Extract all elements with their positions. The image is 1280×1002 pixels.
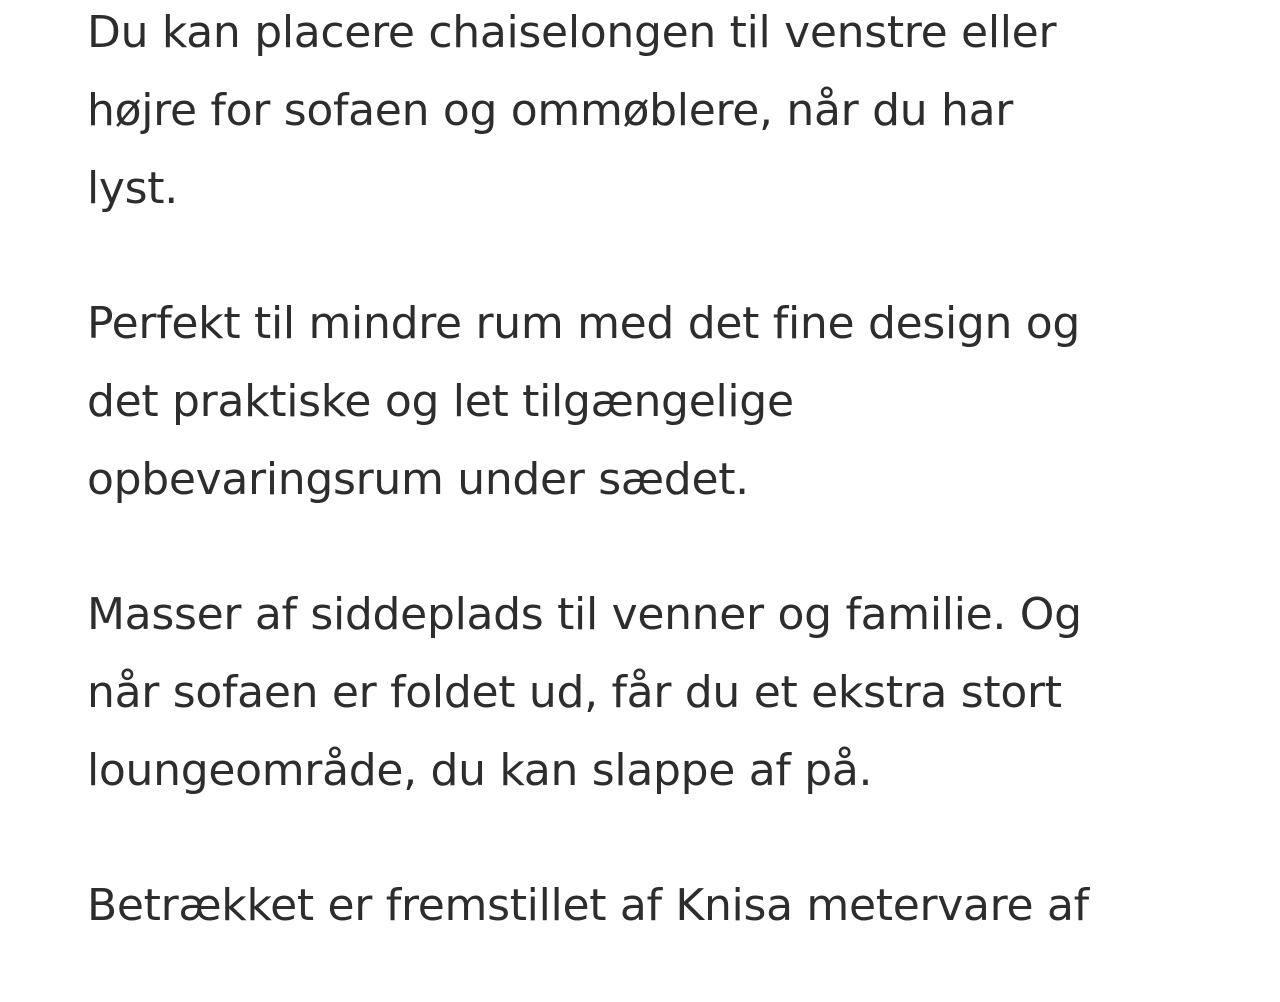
description-paragraph-3 xyxy=(87,576,1207,810)
text-line: Masser af siddeplads til venner og familie. Og xyxy=(87,589,1082,640)
text-line: det praktiske og let tilgængelige xyxy=(87,376,794,427)
text-line: Perfekt til mindre rum med det fine design og xyxy=(87,298,1081,349)
description-paragraph-1 xyxy=(87,0,1207,228)
product-description xyxy=(87,0,1207,1002)
text-line: Betrækket er fremstillet af Knisa metervare af xyxy=(87,880,1089,931)
text-line: Du kan placere chaiselongen til venstre eller xyxy=(87,7,1057,58)
text-line: når sofaen er foldet ud, får du et ekstra stort xyxy=(87,667,1062,718)
description-paragraph-4 xyxy=(87,867,1207,945)
text-line: højre for sofaen og ommøblere, når du har xyxy=(87,85,1014,136)
text-line: loungeområde, du kan slappe af på. xyxy=(87,745,873,796)
text-line: opbevaringsrum under sædet. xyxy=(87,454,749,505)
description-paragraph-2 xyxy=(87,285,1207,519)
text-line: lyst. xyxy=(87,163,178,214)
